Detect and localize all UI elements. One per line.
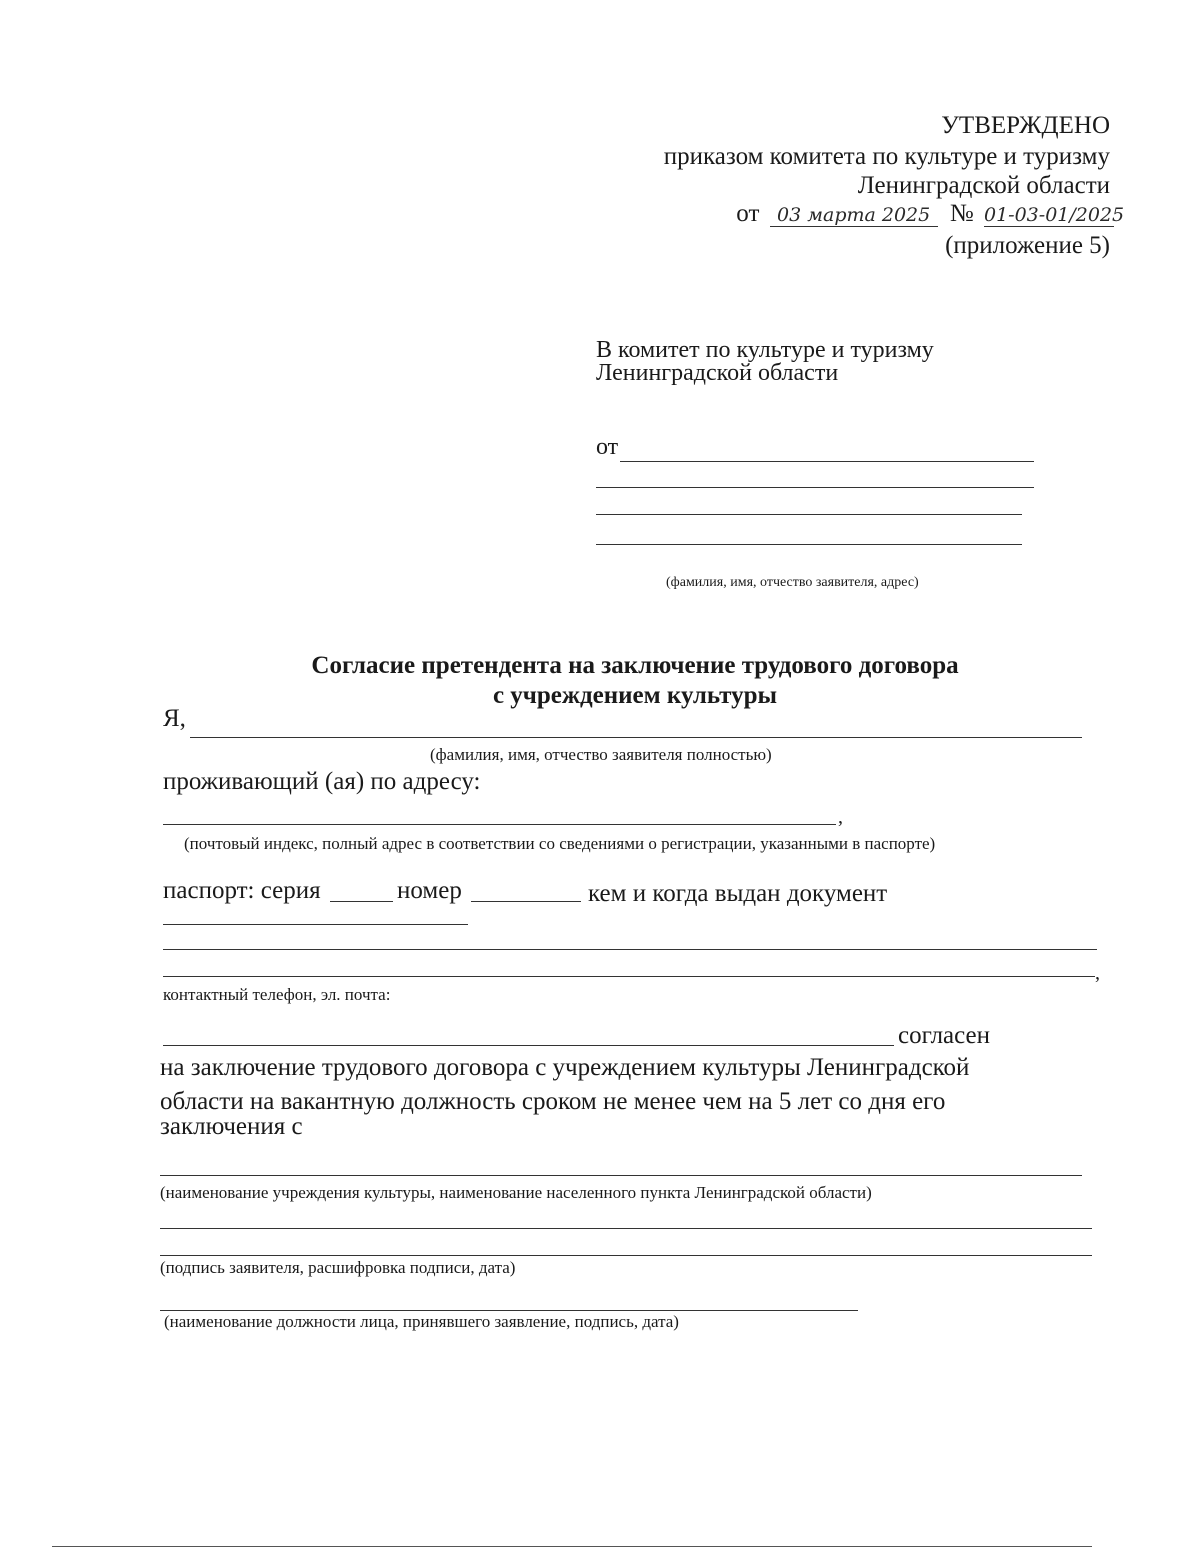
institution-line[interactable]	[160, 1175, 1082, 1176]
passport-issued-line-2[interactable]	[163, 949, 1097, 950]
approval-date-number-row	[736, 200, 1125, 228]
address-line[interactable]	[163, 824, 836, 825]
full-name-caption: (фамилия, имя, отчество заявителя полностью)	[430, 745, 772, 764]
receiver-caption: (наименование должности лица, принявшего заявление, подпись, дата)	[164, 1312, 679, 1331]
passport-series-field[interactable]	[330, 901, 393, 902]
addressee-line-2: Ленинградской области	[596, 360, 839, 386]
consent-line-2: области на вакантную должность сроком не менее чем на 5 лет со дня его	[160, 1088, 946, 1115]
document-title-line-1: Согласие претендента на заключение трудового договора	[311, 652, 959, 679]
address-caption: (почтовый индекс, полный адрес в соответствии со сведениями о регистрации, указанными в паспорте)	[184, 834, 936, 853]
agree-word: согласен	[898, 1022, 991, 1049]
order-number-handwritten: 01-03-01/2025	[984, 204, 1125, 226]
appendix-label: (приложение 5)	[945, 232, 1110, 259]
signature-caption: (подпись заявителя, расшифровка подписи, дата)	[160, 1258, 516, 1277]
document-title-line-2: с учреждением культуры	[492, 682, 778, 709]
passport-issued-line-1[interactable]	[163, 924, 468, 925]
signature-line-1[interactable]	[160, 1228, 1092, 1229]
receiver-line[interactable]	[160, 1310, 858, 1311]
bottom-rule	[52, 1546, 1092, 1547]
passport-number-label: номер	[397, 877, 462, 904]
institution-caption: (наименование учреждения культуры, наименование населенного пункта Ленинградской области)	[160, 1183, 872, 1202]
address-comma: ,	[838, 806, 843, 828]
order-date-handwritten: 03 марта 2025	[770, 204, 938, 227]
from-line-4[interactable]	[596, 544, 1022, 545]
passport-issued-line-3[interactable]	[163, 976, 1095, 977]
passport-series-label: паспорт: серия	[163, 877, 321, 904]
approval-region-line: Ленинградской области	[857, 172, 1110, 199]
consent-line-1: на заключение трудового договора с учреждением культуры Ленинградской	[160, 1054, 970, 1081]
addressee-line-1: В комитет по культуре и туризму	[596, 337, 934, 363]
passport-comma: ,	[1095, 962, 1100, 984]
approval-order-line: приказом комитета по культуре и туризму	[663, 143, 1110, 170]
from-label: от	[596, 434, 619, 460]
addressee-caption: (фамилия, имя, отчество заявителя, адрес)	[666, 575, 919, 590]
from-line-1[interactable]	[620, 461, 1034, 462]
signature-line-2[interactable]	[160, 1255, 1092, 1256]
consent-line-3: заключения с	[160, 1113, 303, 1140]
date-prefix: от	[736, 200, 760, 227]
i-label: Я,	[163, 705, 186, 732]
contact-label: контактный телефон, эл. почта:	[163, 985, 391, 1004]
contact-line[interactable]	[163, 1045, 894, 1046]
number-prefix: №	[949, 200, 974, 227]
from-line-3[interactable]	[596, 514, 1022, 515]
from-line-2[interactable]	[596, 487, 1034, 488]
approval-heading: УТВЕРЖДЕНО	[941, 112, 1110, 139]
address-label: проживающий (ая) по адресу:	[163, 768, 481, 795]
passport-issued-label: кем и когда выдан документ	[588, 880, 888, 907]
passport-number-field[interactable]	[471, 901, 581, 902]
full-name-line[interactable]	[190, 737, 1082, 738]
